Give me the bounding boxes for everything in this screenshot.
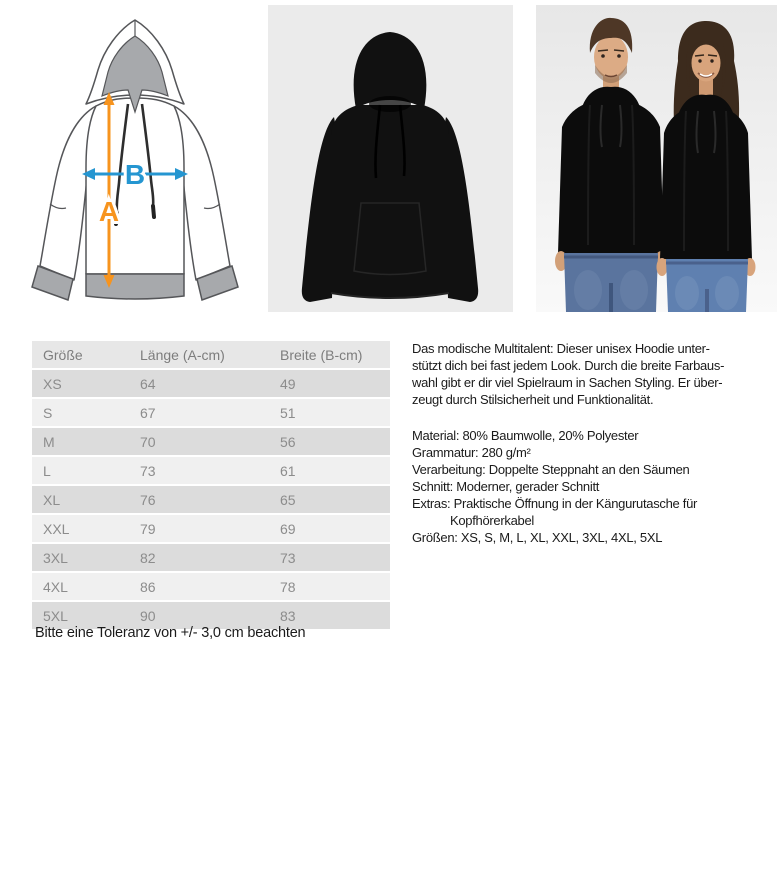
size-cell-groesse: 3XL [32, 543, 129, 572]
size-table-row [32, 398, 390, 427]
size-cell-laenge: 64 [129, 369, 269, 398]
description-detail-line: Grammatur: 280 g/m² [412, 445, 531, 460]
size-table-body [32, 369, 390, 630]
size-cell-breite: 56 [269, 427, 390, 456]
size-cell-groesse: XL [32, 485, 129, 514]
size-table-row [32, 543, 390, 572]
description-detail-line: Material: 80% Baumwolle, 20% Polyester [412, 428, 639, 443]
size-cell-laenge: 79 [129, 514, 269, 543]
size-cell-laenge: 82 [129, 543, 269, 572]
size-cell-groesse: M [32, 427, 129, 456]
size-cell-laenge: 70 [129, 427, 269, 456]
label-a: A [98, 196, 120, 227]
couple-wearing-hoodies-photo [536, 5, 777, 312]
size-cell-groesse: 4XL [32, 572, 129, 601]
description-detail-line: Extras: Praktische Öffnung in der Kängurutasche für [412, 496, 698, 511]
product-description [412, 340, 777, 546]
size-cell-laenge: 76 [129, 485, 269, 514]
size-cell-laenge: 73 [129, 456, 269, 485]
size-cell-breite: 83 [269, 601, 390, 630]
description-detail-line: Verarbeitung: Doppelte Steppnaht an den Säumen [412, 462, 690, 477]
description-detail-line: Größen: XS, S, M, L, XL, XXL, 3XL, 4XL, 5XL [412, 530, 663, 545]
description-line: stützt dich bei fast jedem Look. Durch die breite Farbaus- [412, 358, 725, 373]
column-header-groesse: Größe [32, 341, 129, 369]
size-table-row [32, 485, 390, 514]
column-header-breite: Breite (B-cm) [269, 341, 390, 369]
tolerance-note: Bitte eine Toleranz von +/- 3,0 cm beachten [35, 625, 306, 641]
black-hoodie-photo [268, 5, 513, 312]
description-detail-line: Schnitt: Moderner, gerader Schnitt [412, 479, 600, 494]
description-paragraph [412, 340, 777, 408]
description-detail-line: Kopfhörerkabel [450, 513, 534, 528]
size-cell-laenge: 86 [129, 572, 269, 601]
size-table-row [32, 514, 390, 543]
size-cell-breite: 69 [269, 514, 390, 543]
description-line: wahl gibt er dir viel Spielraum in Sachen Styling. Er über- [412, 375, 723, 390]
size-cell-breite: 49 [269, 369, 390, 398]
column-header-laenge: Länge (A-cm) [129, 341, 269, 369]
description-line: Das modische Multitalent: Dieser unisex Hoodie unter- [412, 341, 710, 356]
size-cell-laenge: 67 [129, 398, 269, 427]
size-cell-groesse: S [32, 398, 129, 427]
size-cell-breite: 61 [269, 456, 390, 485]
size-cell-breite: 65 [269, 485, 390, 514]
size-cell-breite: 73 [269, 543, 390, 572]
product-photo [268, 5, 513, 312]
size-table-row [32, 456, 390, 485]
size-table-header-row [32, 341, 390, 369]
label-b: B [124, 159, 146, 190]
size-table [32, 341, 390, 631]
size-table-section [32, 341, 390, 631]
size-cell-breite: 78 [269, 572, 390, 601]
size-cell-groesse: XS [32, 369, 129, 398]
size-diagram-image [18, 8, 252, 312]
description-details [412, 427, 777, 546]
size-cell-breite: 51 [269, 398, 390, 427]
size-cell-groesse: XXL [32, 514, 129, 543]
size-cell-groesse: L [32, 456, 129, 485]
size-table-row [32, 369, 390, 398]
size-cell-groesse: 5XL [32, 601, 129, 630]
size-table-row [32, 572, 390, 601]
description-line: zeugt durch Stilsicherheit und Funktionalität. [412, 392, 654, 407]
size-cell-laenge: 90 [129, 601, 269, 630]
hoodie-measurement-diagram [18, 8, 252, 312]
models-photo [536, 5, 777, 312]
size-table-row [32, 427, 390, 456]
